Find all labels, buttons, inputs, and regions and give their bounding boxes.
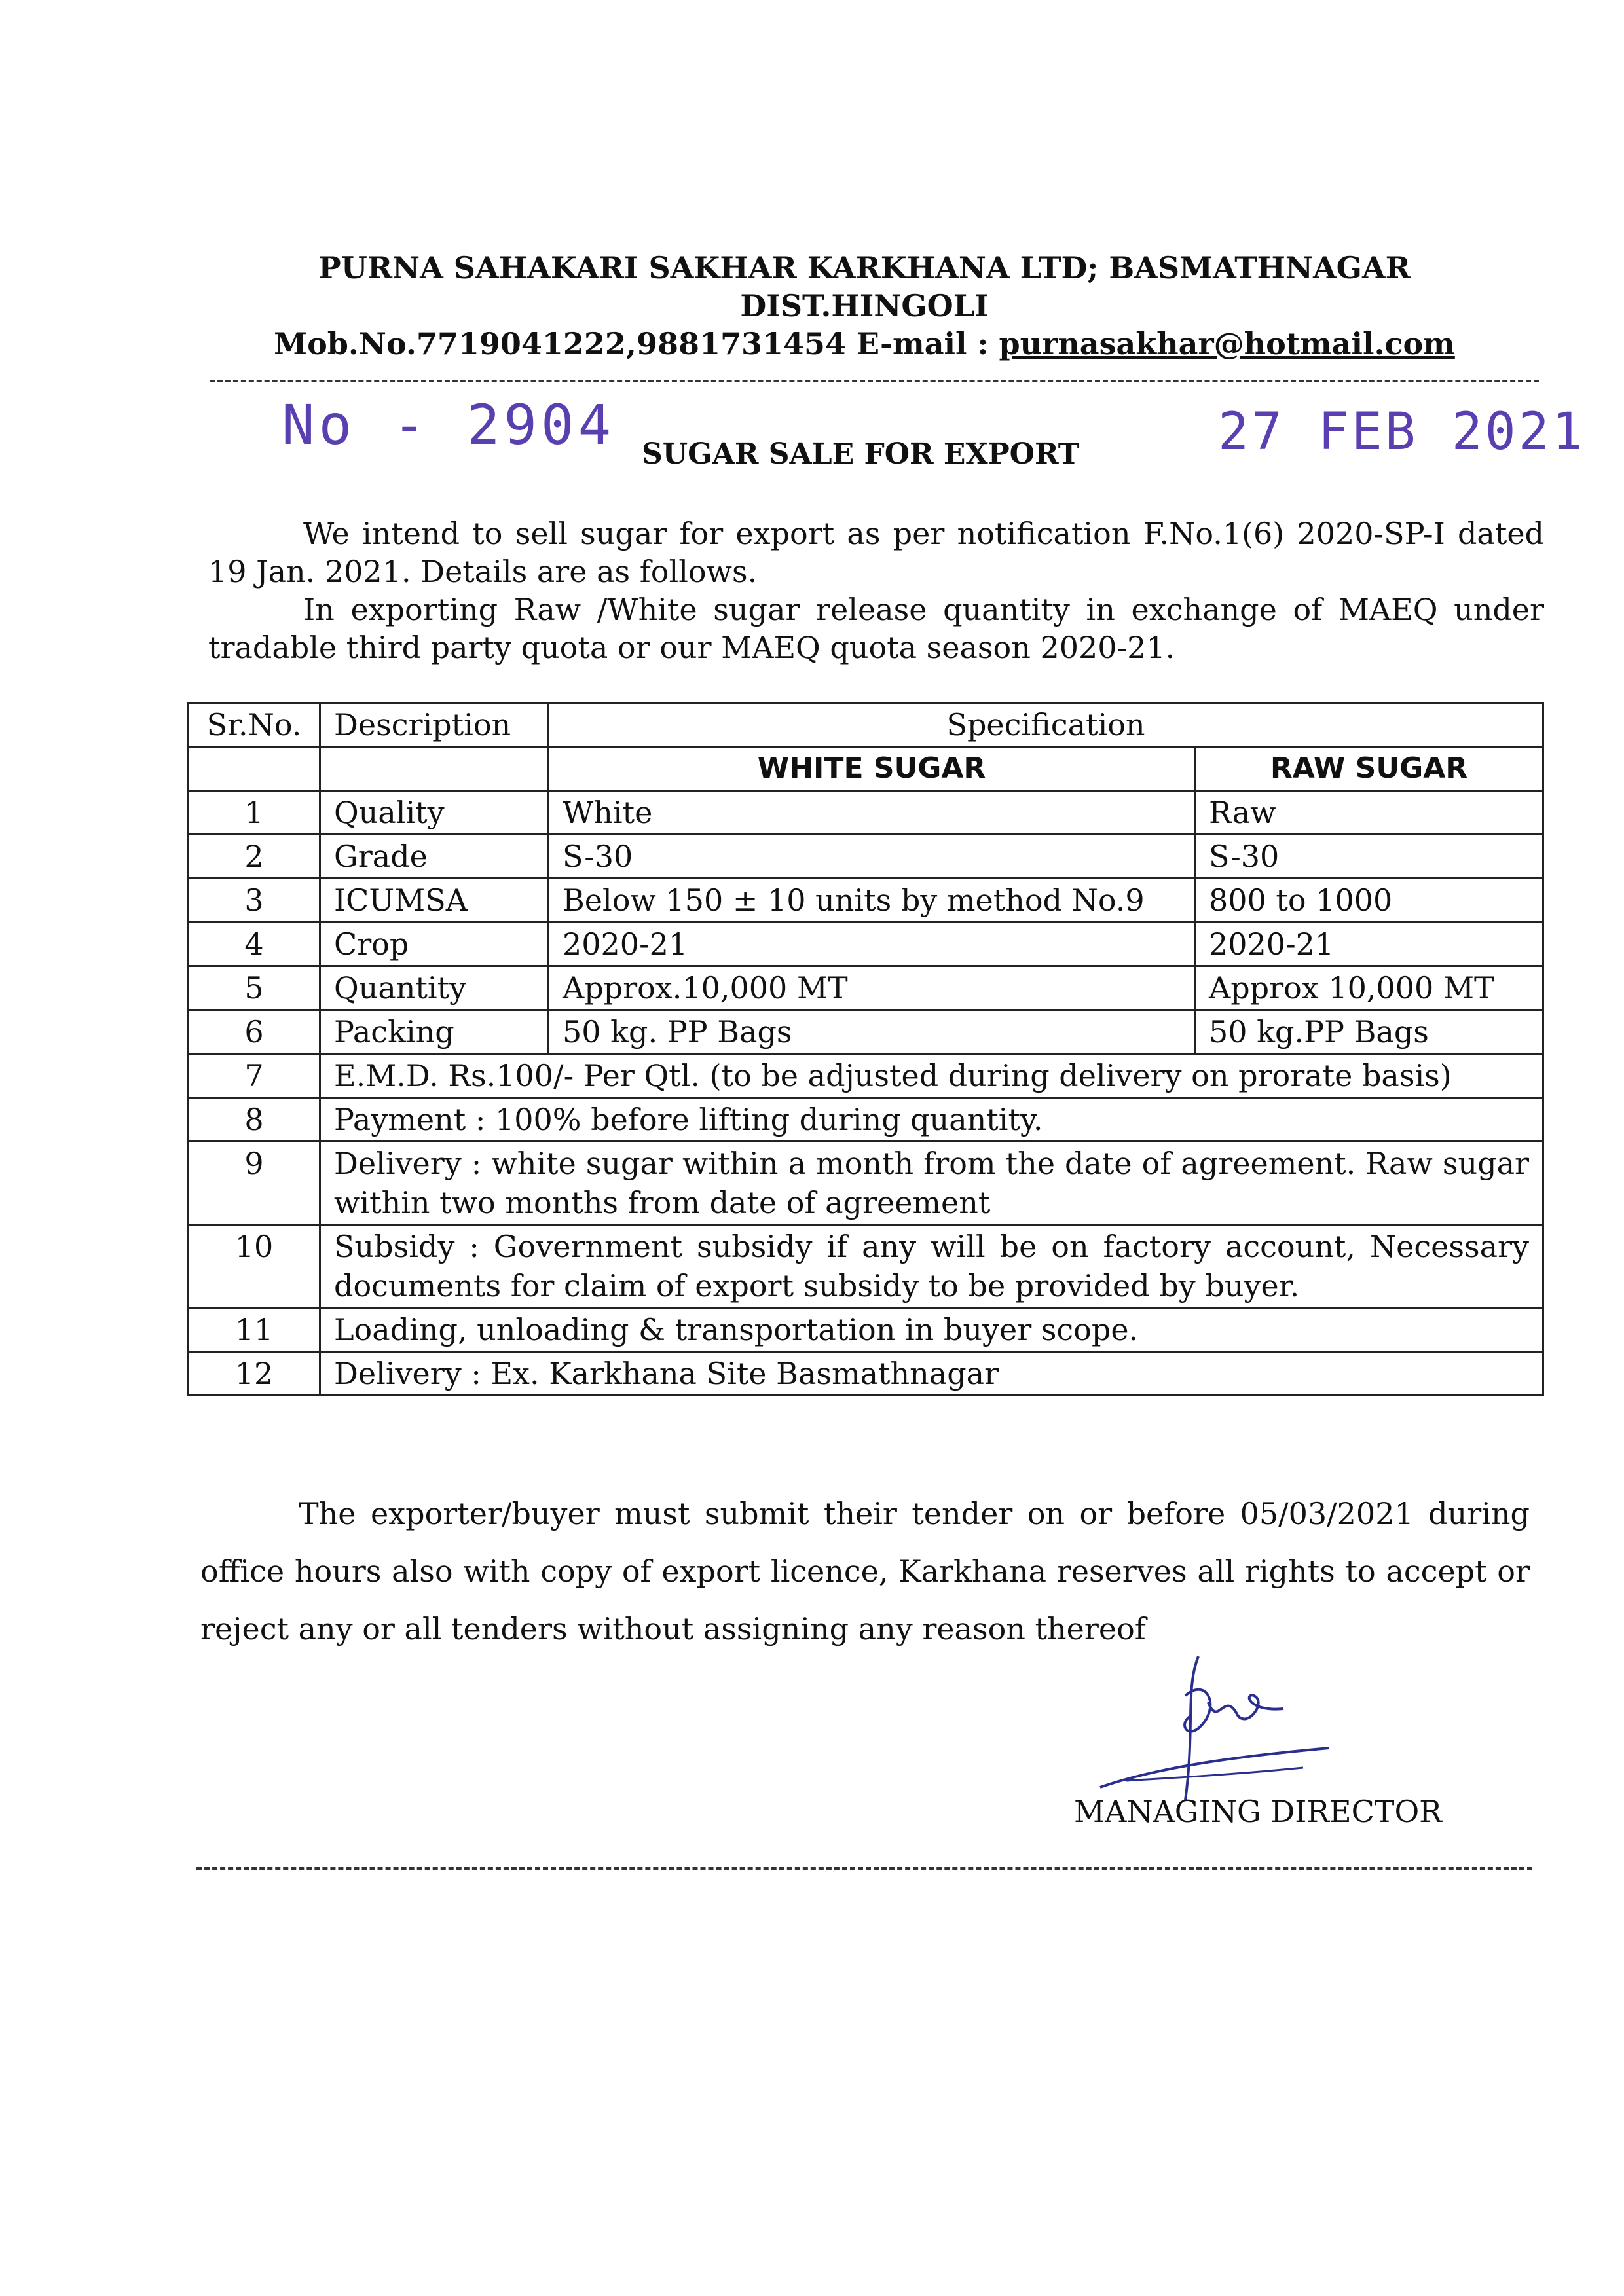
contact-numbers: Mob.No.7719041222,9881731454 E-mail :: [274, 326, 999, 361]
document-title: SUGAR SALE FOR EXPORT: [642, 437, 1080, 471]
signatory-title: MANAGING DIRECTOR: [1074, 1794, 1442, 1829]
row-description: Crop: [320, 922, 549, 966]
row-sr: 7: [189, 1054, 320, 1098]
row-description: Quantity: [320, 966, 549, 1010]
row-sr: 6: [189, 1010, 320, 1054]
row-sr: 1: [189, 791, 320, 835]
row-sr: 4: [189, 922, 320, 966]
table-header-row: [189, 703, 1543, 747]
table-row: [189, 1308, 1543, 1352]
row-raw-value: 2020-21: [1195, 922, 1543, 966]
table-row: [189, 879, 1543, 922]
row-raw-value: Approx 10,000 MT: [1195, 966, 1543, 1010]
row-text: Payment : 100% before lifting during quantity.: [320, 1098, 1543, 1142]
row-white-value: 50 kg. PP Bags: [549, 1010, 1195, 1054]
row-text: Delivery : Ex. Karkhana Site Basmathnagar: [320, 1352, 1543, 1396]
row-sr: 11: [189, 1308, 320, 1352]
table-row: [189, 1054, 1543, 1098]
bottom-divider: [196, 1867, 1532, 1870]
row-sr: 9: [189, 1142, 320, 1225]
district: DIST.HINGOLI: [740, 288, 989, 323]
header-specification: Specification: [549, 703, 1543, 747]
top-divider: [210, 380, 1539, 382]
row-white-value: S-30: [549, 835, 1195, 879]
email-link[interactable]: purnasakhar@hotmail.com: [999, 326, 1455, 361]
table-row: [189, 1010, 1543, 1054]
row-description: Grade: [320, 835, 549, 879]
row-text: Delivery : white sugar within a month from the date of agreement. Raw sugar within two months from date of agreement: [320, 1142, 1543, 1225]
row-sr: 2: [189, 835, 320, 879]
row-description: Quality: [320, 791, 549, 835]
closing-paragraph: The exporter/buyer must submit their tender on or before 05/03/2021 during office hours also with copy of export licence, Karkhana reserves all rights to accept or reject any or all tenders without assigning any reason thereof: [200, 1496, 1530, 1647]
date-stamp: 27 FEB 2021: [1218, 403, 1585, 462]
row-sr: 12: [189, 1352, 320, 1396]
table-row: [189, 1352, 1543, 1396]
row-sr: 8: [189, 1098, 320, 1142]
row-raw-value: S-30: [1195, 835, 1543, 879]
header-white-sugar: WHITE SUGAR: [549, 747, 1195, 791]
table-row: [189, 791, 1543, 835]
row-sr: 10: [189, 1225, 320, 1308]
header-sr-no: Sr.No.: [189, 703, 320, 747]
handwritten-signature: [1087, 1650, 1336, 1807]
row-white-value: Approx.10,000 MT: [549, 966, 1195, 1010]
row-raw-value: 50 kg.PP Bags: [1195, 1010, 1543, 1054]
row-text: Loading, unloading & transportation in buyer scope.: [320, 1308, 1543, 1352]
row-text: Subsidy : Government subsidy if any will be on factory account, Necessary documents for claim of export subsidy to be provided by buyer.: [320, 1225, 1543, 1308]
header-description: Description: [320, 703, 549, 747]
row-raw-value: Raw: [1195, 791, 1543, 835]
row-white-value: 2020-21: [549, 922, 1195, 966]
table-row: [189, 835, 1543, 879]
header-raw-sugar: RAW SUGAR: [1195, 747, 1543, 791]
table-subheader-row: [189, 747, 1543, 791]
specification-table: [187, 702, 1544, 1396]
table-row: [189, 1225, 1543, 1308]
intro-paragraph: We intend to sell sugar for export as per notification F.No.1(6) 2020-SP-I dated 19 Jan. 2021. Details are as follows.: [208, 516, 1544, 589]
row-description: ICUMSA: [320, 879, 549, 922]
quota-paragraph: In exporting Raw /White sugar release quantity in exchange of MAEQ under tradable third party quota or our MAEQ quota season 2020-21.: [208, 592, 1544, 665]
row-sr: 5: [189, 966, 320, 1010]
row-text: E.M.D. Rs.100/- Per Qtl. (to be adjusted during delivery on prorate basis): [320, 1054, 1543, 1098]
contact-line: [52, 326, 1624, 361]
table-row: [189, 922, 1543, 966]
row-white-value: Below 150 ± 10 units by method No.9: [549, 879, 1195, 922]
reference-number-stamp: No - 2904: [282, 393, 616, 457]
table-row: [189, 1142, 1543, 1225]
row-sr: 3: [189, 879, 320, 922]
table-row: [189, 1098, 1543, 1142]
row-description: Packing: [320, 1010, 549, 1054]
empty-cell: [320, 747, 549, 791]
empty-cell: [189, 747, 320, 791]
row-raw-value: 800 to 1000: [1195, 879, 1543, 922]
row-white-value: White: [549, 791, 1195, 835]
table-row: [189, 966, 1543, 1010]
org-name: PURNA SAHAKARI SAKHAR KARKHANA LTD; BASMATHNAGAR: [318, 250, 1411, 285]
